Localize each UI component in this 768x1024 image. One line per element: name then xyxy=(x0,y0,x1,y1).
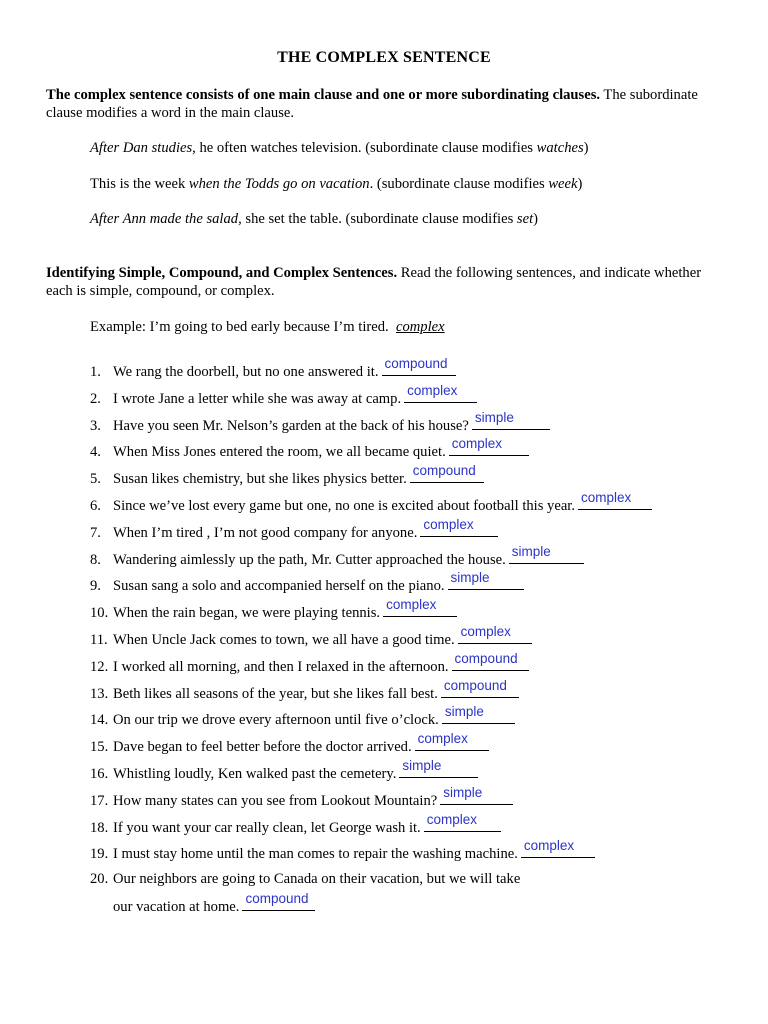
item-sentence: When I’m tired , I’m not good company for anyone. xyxy=(113,524,418,541)
example-line-answer: complex xyxy=(395,319,445,335)
handwritten-answer: compound xyxy=(412,463,476,479)
answer-blank[interactable] xyxy=(458,624,532,644)
intro-paragraph xyxy=(46,86,736,122)
handwritten-answer: simple xyxy=(444,704,484,720)
item-sentence: When Uncle Jack comes to town, we all have a good time. xyxy=(113,632,455,648)
item-sentence: Dave began to feel better before the doctor arrived. xyxy=(113,739,412,756)
item-sentence: Whistling loudly, Ken walked past the cemetery. xyxy=(113,766,397,782)
item-number: 11. xyxy=(90,632,108,648)
example-sentence-2 xyxy=(90,175,582,193)
exercise-item xyxy=(90,677,519,703)
handwritten-answer: compound xyxy=(384,356,448,371)
answer-blank[interactable] xyxy=(509,543,584,564)
item-number: 17. xyxy=(90,792,109,809)
exercise-item xyxy=(90,490,652,515)
item-sentence-continued: our vacation at home. xyxy=(113,899,240,916)
item-sentence: I worked all morning, and then I relaxed in the afternoon. xyxy=(113,658,449,675)
item-number: 9. xyxy=(90,578,101,595)
item-sentence: Have you seen Mr. Nelson’s garden at the back of his house? xyxy=(113,417,469,434)
item-sentence: Our neighbors are going to Canada on their vacation, but we will take xyxy=(113,871,521,888)
answer-blank[interactable] xyxy=(399,758,478,778)
answer-blank[interactable] xyxy=(383,597,457,617)
example-2-modified: week xyxy=(548,176,578,192)
answer-blank[interactable] xyxy=(382,356,456,376)
handwritten-answer: complex xyxy=(460,624,511,639)
item-sentence: Since we’ve lost every game but one, no one is excited about football this year. xyxy=(113,498,576,514)
item-sentence: If you want your car really clean, let George wash it. xyxy=(113,819,421,836)
exercise-item xyxy=(90,463,484,488)
answer-blank[interactable] xyxy=(404,382,477,403)
handwritten-answer: complex xyxy=(581,490,632,505)
handwritten-answer: simple xyxy=(511,543,551,559)
exercise-item xyxy=(90,784,513,810)
item-number: 19. xyxy=(90,846,109,863)
exercise-item xyxy=(90,382,477,408)
exercise-item xyxy=(90,758,478,783)
example-1-close: ) xyxy=(583,140,589,156)
exercise-item xyxy=(90,870,520,888)
handwritten-answer: compound xyxy=(245,891,309,907)
intro-bold: The complex sentence consists of one main clause and one or more subordinating clauses. xyxy=(46,87,601,103)
example-line-text: Example: I’m going to bed early because I’m tired. xyxy=(90,319,389,335)
item-number: 14. xyxy=(90,712,109,729)
example-sentence-1 xyxy=(90,139,589,157)
answer-blank[interactable] xyxy=(424,811,501,832)
answer-blank[interactable] xyxy=(442,704,515,724)
answer-blank[interactable] xyxy=(441,677,519,698)
item-number: 12. xyxy=(90,658,109,675)
exercise-item xyxy=(90,650,529,676)
item-sentence: Beth likes all seasons of the year, but she likes fall best. xyxy=(113,685,438,702)
section-instructions xyxy=(46,264,736,300)
answer-blank[interactable] xyxy=(410,463,484,483)
item-number: 4. xyxy=(90,444,101,461)
answer-blank[interactable] xyxy=(452,650,529,671)
handwritten-answer: complex xyxy=(386,597,437,613)
example-2-clause: when the Todds go on vacation xyxy=(188,176,370,192)
example-sentence-3 xyxy=(90,210,538,228)
item-sentence: Susan likes chemistry, but she likes physics better. xyxy=(113,471,407,488)
handwritten-answer: complex xyxy=(407,382,458,398)
exercise-item xyxy=(90,731,489,756)
exercise-item-continuation xyxy=(90,891,315,916)
item-number: 5. xyxy=(90,471,101,488)
page-title: THE COMPLEX SENTENCE xyxy=(277,49,491,66)
example-2-text: . (subordinate clause modifies xyxy=(369,176,549,192)
handwritten-answer: simple xyxy=(402,758,442,773)
intro-line2: clause modifies a word in the main clause. xyxy=(46,105,295,121)
item-number: 10. xyxy=(90,605,109,622)
item-number: 15. xyxy=(90,739,109,756)
section-heading: Identifying Simple, Compound, and Complex Sentences. xyxy=(46,265,398,281)
example-3-modified: set xyxy=(516,211,534,227)
answer-blank[interactable] xyxy=(472,409,550,430)
example-3-text: , she set the table. (subordinate clause modifies xyxy=(238,211,517,227)
item-number: 16. xyxy=(90,766,109,782)
answer-blank[interactable] xyxy=(440,784,513,805)
item-number: 1. xyxy=(90,364,101,380)
example-1-text: , he often watches television. (subordinate clause modifies xyxy=(192,140,537,156)
answer-blank[interactable] xyxy=(448,570,524,590)
example-3-close: ) xyxy=(533,211,539,227)
exercise-item xyxy=(90,838,595,863)
exercise-item xyxy=(90,811,501,837)
handwritten-answer: complex xyxy=(523,838,575,854)
handwritten-answer: complex xyxy=(426,811,477,827)
answer-blank[interactable] xyxy=(242,891,315,911)
exercise-item xyxy=(90,704,515,729)
handwritten-answer: complex xyxy=(417,731,468,747)
exercise-item xyxy=(90,597,457,622)
item-number: 3. xyxy=(90,417,101,434)
exercise-item xyxy=(90,543,584,569)
item-number: 13. xyxy=(90,685,109,702)
exercise-item xyxy=(90,409,550,435)
answer-blank[interactable] xyxy=(578,490,652,510)
item-sentence: When Miss Jones entered the room, we all became quiet. xyxy=(113,444,446,461)
handwritten-answer: simple xyxy=(443,784,483,800)
exercise-item xyxy=(90,570,524,595)
answer-blank[interactable] xyxy=(449,436,529,456)
exercise-item xyxy=(90,356,456,381)
item-number: 2. xyxy=(90,390,101,407)
answer-blank[interactable] xyxy=(420,516,498,537)
item-number: 18. xyxy=(90,819,109,836)
section-line2: each is simple, compound, or complex. xyxy=(46,283,275,299)
handwritten-answer: complex xyxy=(451,436,502,452)
item-sentence: Susan sang a solo and accompanied herself on the piano. xyxy=(113,578,445,595)
exercise-item xyxy=(90,436,529,461)
item-number: 8. xyxy=(90,551,101,568)
item-sentence: I must stay home until the man comes to repair the washing machine. xyxy=(113,846,518,863)
example-2-close: ) xyxy=(577,176,583,192)
example-2-lead: This is the week xyxy=(90,176,189,192)
example-1-clause: After Dan studies xyxy=(90,140,193,156)
exercise-item xyxy=(90,516,498,542)
intro-rest: The subordinate xyxy=(600,87,698,103)
item-sentence: How many states can you see from Lookout Mountain? xyxy=(113,792,438,809)
handwritten-answer: simple xyxy=(474,409,514,425)
handwritten-answer: compound xyxy=(454,650,518,666)
item-number: 7. xyxy=(90,524,101,541)
exercise-item xyxy=(90,624,532,649)
section-rest: Read the following sentences, and indicate whether xyxy=(397,265,702,281)
item-sentence: Wandering aimlessly up the path, Mr. Cutter approached the house. xyxy=(113,551,506,568)
answer-blank[interactable] xyxy=(415,731,489,751)
item-number: 20. xyxy=(90,871,109,888)
example-line xyxy=(90,318,445,336)
item-sentence: I wrote Jane a letter while she was away at camp. xyxy=(113,390,402,407)
item-sentence: On our trip we drove every afternoon until five o’clock. xyxy=(113,712,439,729)
item-sentence: We rang the doorbell, but no one answered it. xyxy=(113,364,379,380)
example-3-clause: After Ann made the salad xyxy=(90,211,239,227)
answer-blank[interactable] xyxy=(521,838,595,858)
handwritten-answer: simple xyxy=(450,570,490,586)
item-sentence: When the rain began, we were playing tennis. xyxy=(113,605,381,622)
handwritten-answer: compound xyxy=(443,677,507,693)
example-1-modified: watches xyxy=(536,140,584,156)
handwritten-answer: complex xyxy=(423,516,474,532)
item-number: 6. xyxy=(90,498,101,514)
